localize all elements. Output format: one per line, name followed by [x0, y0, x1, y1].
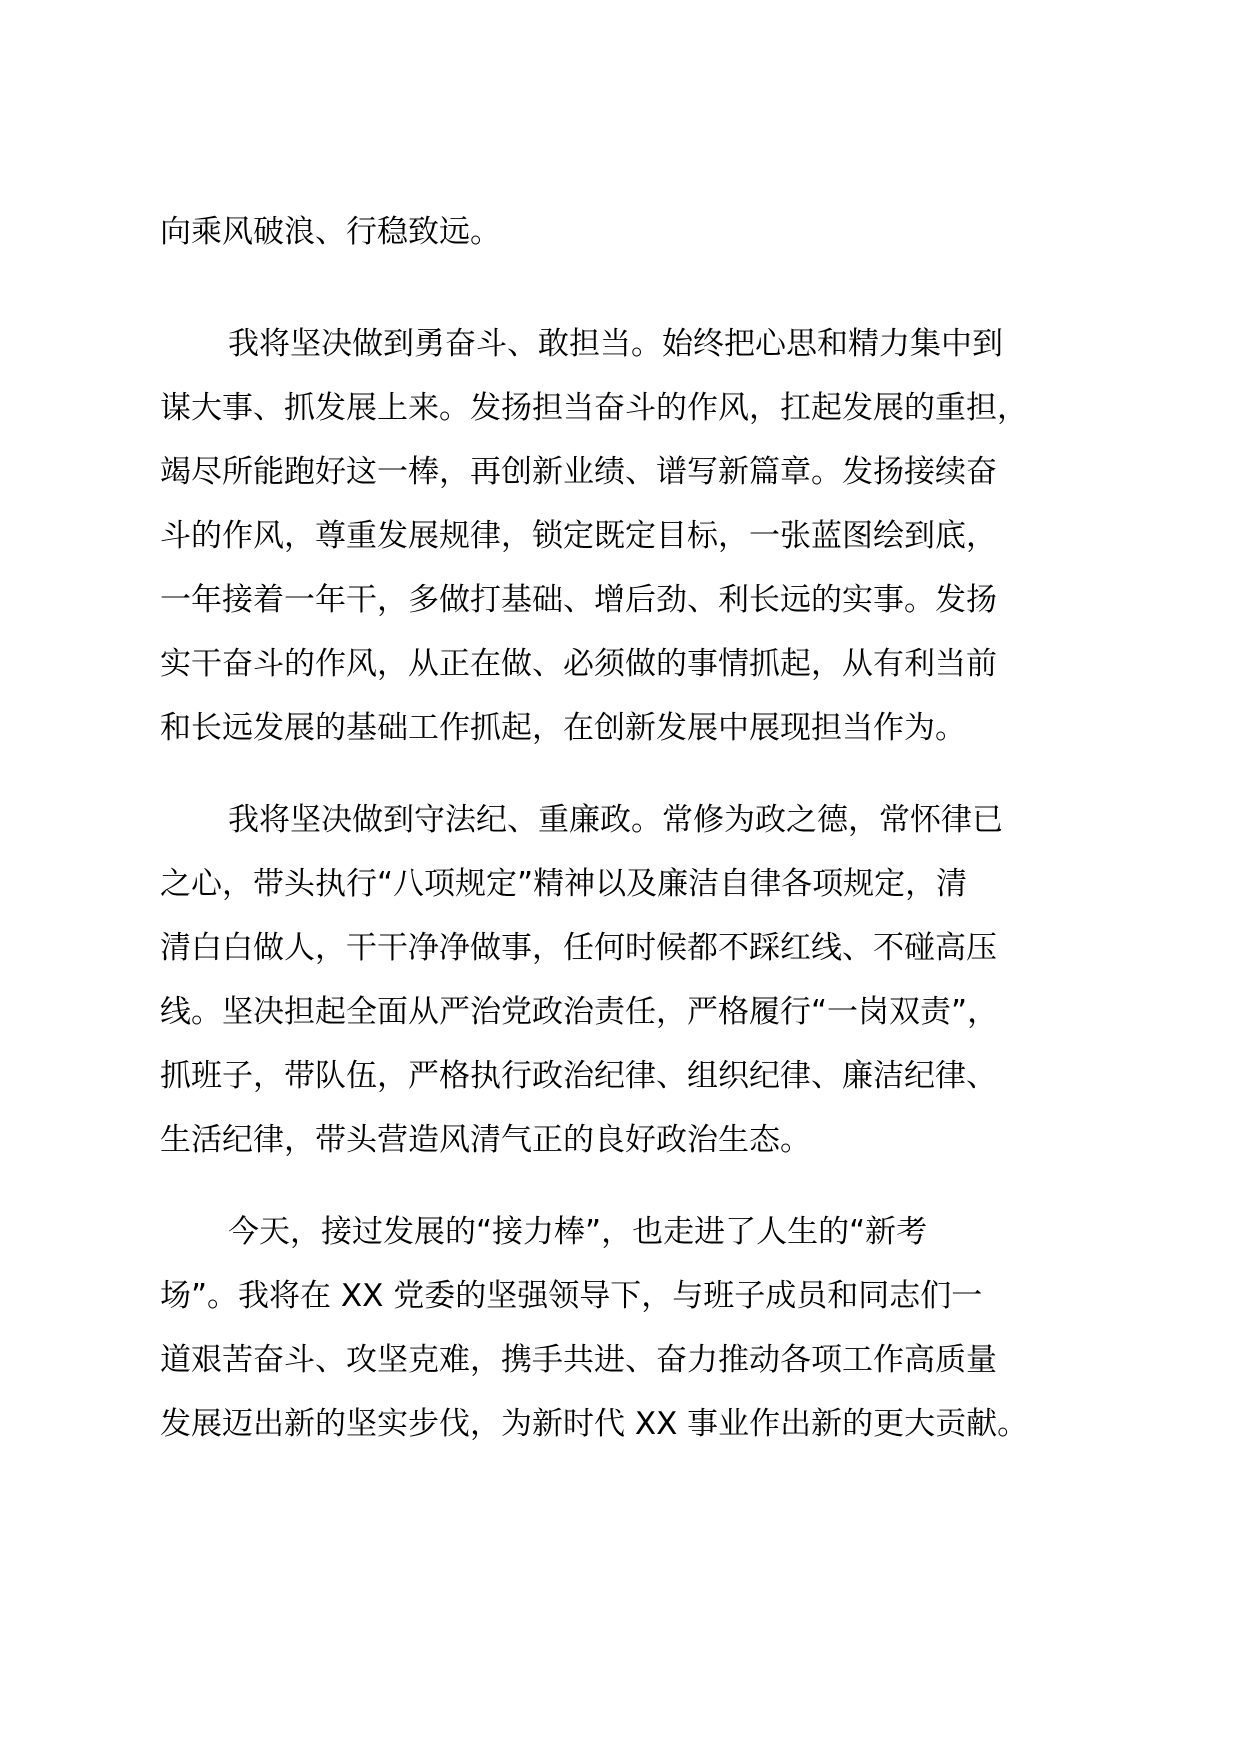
paragraph-2-line-4: 线。坚决担起全面从严治党政治责任，严格履行“一岗双责”， [160, 994, 999, 1030]
paragraph-2-line-6: 生活纪律，带头营造风清气正的良好政治生态。 [160, 1122, 811, 1158]
paragraph-2-line-2: 之心，带头执行“八项规定”精神以及廉洁自律各项规定，清 [160, 866, 968, 902]
paragraph-1-line-4: 斗的作风，尊重发展规律，锁定既定目标，一张蓝图绘到底， [160, 518, 997, 554]
paragraph-2-line-3: 清白白做人，干干净净做事，任何时候都不踩红线、不碰高压 [160, 930, 997, 966]
paragraph-1-line-7: 和长远发展的基础工作抓起，在创新发展中展现担当作为。 [160, 710, 966, 746]
paragraph-1-line-6: 实干奋斗的作风，从正在做、必须做的事情抓起，从有利当前 [160, 646, 997, 682]
paragraph-2-line-1: 我将坚决做到守法纪、重廉政。常修为政之德，常怀律已 [228, 802, 1003, 838]
paragraph-2-line-5: 抓班子，带队伍，严格执行政治纪律、组织纪律、廉洁纪律、 [160, 1058, 997, 1094]
paragraph-1-line-2: 谋大事、抓发展上来。发扬担当奋斗的作风，扛起发展的重担， [160, 390, 1028, 426]
paragraph-3-line-3: 道艰苦奋斗、攻坚克难，携手共进、奋力推动各项工作高质量 [160, 1342, 997, 1378]
paragraph-1-line-5: 一年接着一年干，多做打基础、增后劲、利长远的实事。发扬 [160, 582, 997, 618]
paragraph-3-line-4: 发展迈出新的坚实步伐，为新时代 XX 事业作出新的更大贡献。 [160, 1406, 1029, 1442]
paragraph-1-line-1: 我将坚决做到勇奋斗、敢担当。始终把心思和精力集中到 [228, 326, 1003, 362]
paragraph-3-line-2: 场”。我将在 XX 党委的坚强领导下，与班子成员和同志们一 [160, 1278, 983, 1314]
paragraph-1-line-3: 竭尽所能跑好这一棒，再创新业绩、谱写新篇章。发扬接续奋 [160, 454, 997, 490]
paragraph-3-line-1: 今天，接过发展的“接力棒”，也走进了人生的“新考 [228, 1214, 928, 1250]
text-line-1: 向乘风破浪、行稳致远。 [160, 214, 501, 250]
